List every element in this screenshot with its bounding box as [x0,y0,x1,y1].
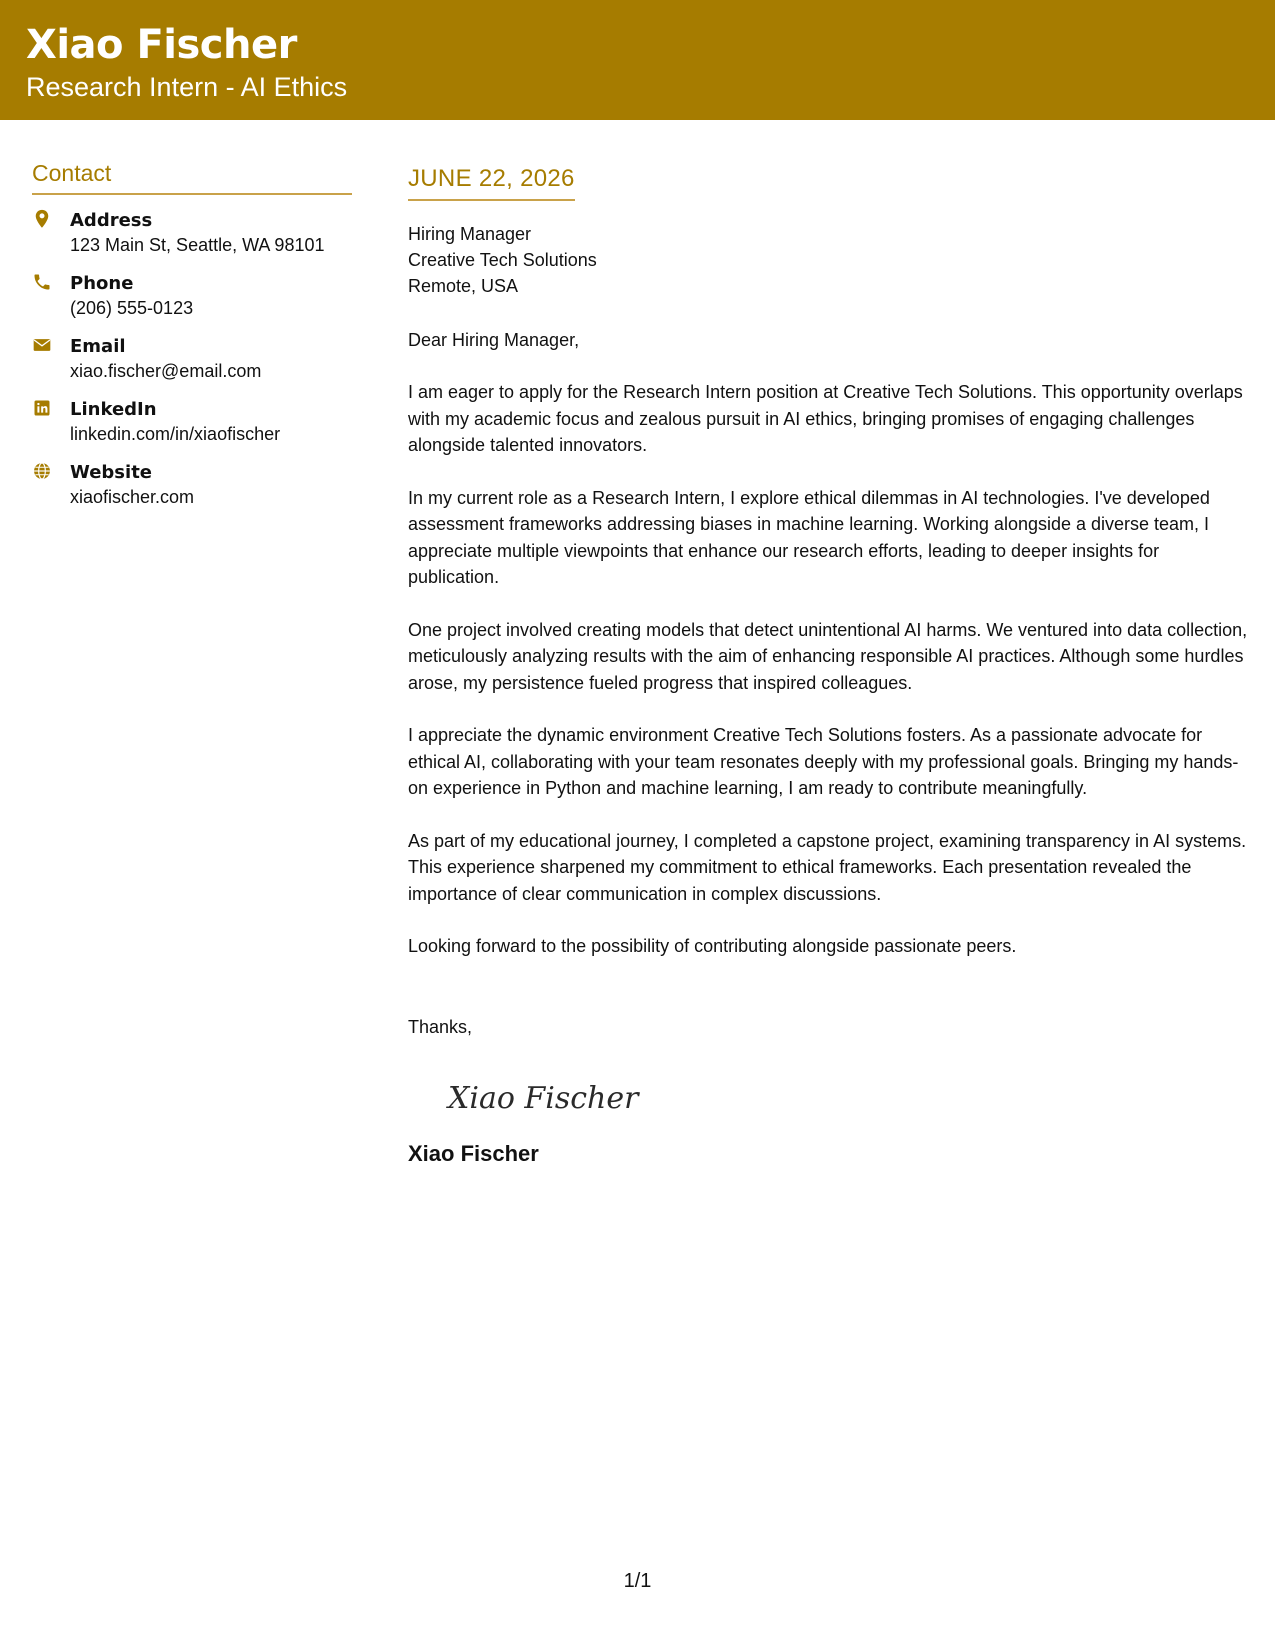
contact-heading: Contact [32,160,352,195]
contact-label: Address [70,210,153,231]
contact-item-phone [32,272,352,335]
letter-paragraph: I appreciate the dynamic environment Creative Tech Solutions fosters. As a passionate advocate for ethical AI, collaborating with your team resonates deeply with my professional goals. Bringing my hands-on experience in Python and machine learning, I am ready to contribute meaningfully. [408,725,1239,798]
email-value[interactable]: xiao.fischer@email.com [70,361,262,381]
contact-item-address [32,209,352,272]
contact-label: Email [70,336,126,357]
globe-icon [32,461,56,485]
contact-label: LinkedIn [70,399,157,420]
contact-item-email [32,335,352,398]
header-banner [0,0,1275,120]
map-pin-icon [32,209,56,233]
signed-name: Xiao Fischer [408,1140,539,1166]
address-value: 123 Main St, Seattle, WA 98101 [70,235,325,255]
salutation: Dear Hiring Manager, [408,330,580,350]
envelope-icon [32,335,56,359]
recipient-line: Hiring Manager [408,224,532,244]
applicant-name: Xiao Fischer [26,22,297,68]
recipient-line: Remote, USA [408,276,519,296]
phone-value[interactable]: (206) 555-0123 [70,298,194,318]
website-value[interactable]: xiaofischer.com [70,487,195,507]
contact-sidebar [32,160,352,524]
letter-paragraph: I am eager to apply for the Research Intern position at Creative Tech Solutions. This opportunity overlaps with my academic focus and zealous pursuit in AI ethics, bringing promises of engaging challenges alongside talented innovators. [408,382,1243,455]
handwritten-signature [444,1070,1248,1120]
applicant-role: Research Intern - AI Ethics [26,72,348,102]
letter-paragraph: Looking forward to the possibility of contributing alongside passionate peers. [408,936,1017,956]
linkedin-icon [32,398,56,422]
letter-body [408,165,1248,1168]
recipient-line: Creative Tech Solutions [408,250,597,270]
letter-paragraph: As part of my educational journey, I completed a capstone project, examining transparency in AI systems. This experience sharpened my commitment to ethical frameworks. Each presentation revealed the importance of clear communication in complex discussions. [408,830,1247,904]
closing: Thanks, [408,1016,473,1037]
recipient-block [408,221,1248,299]
letter-paragraph: In my current role as a Research Intern, I explore ethical dilemmas in AI technologies. I've developed assessment frameworks addressing biases in machine learning. Working alongside a diverse team, I appreciate multiple viewpoints that enhance our research efforts, leading to deeper insights for publication. [408,487,1210,587]
contact-label: Website [70,462,153,483]
linkedin-value[interactable]: linkedin.com/in/xiaofischer [70,424,281,444]
contact-label: Phone [70,273,134,294]
contact-item-linkedin [32,398,352,461]
page-number: 1/1 [623,1570,652,1592]
signature-text: Xiao Fischer [448,1080,639,1116]
phone-icon [32,272,56,296]
contact-item-website [32,461,352,524]
letter-date: JUNE 22, 2026 [408,165,575,201]
letter-paragraph: One project involved creating models that detect unintentional AI harms. We ventured into data collection, meticulously analyzing results with the aim of enhancing responsible AI practices. Although some hurdles arose, my persistence fueled progress that inspired colleagues. [408,619,1248,693]
